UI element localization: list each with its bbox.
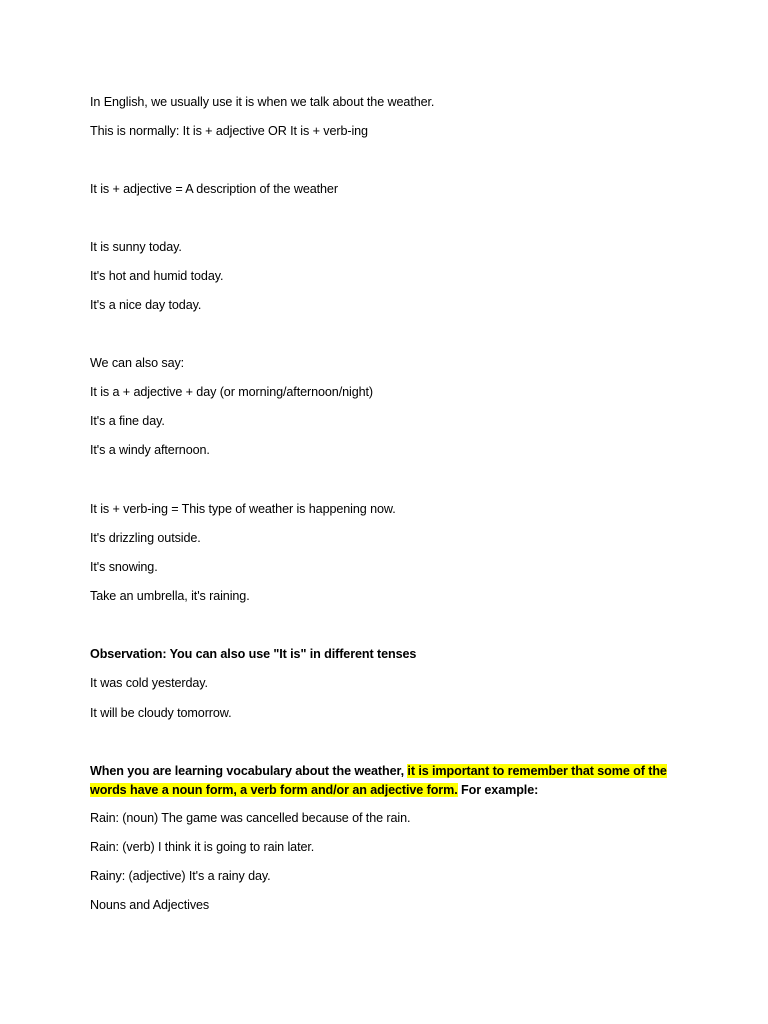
- highlighted-text: words have a noun form, a verb form and/or an adjective form.: [90, 783, 458, 797]
- vocabulary-example: Rainy: (adjective) It's a rainy day.: [90, 869, 271, 883]
- also-say-example: It's a windy afternoon.: [90, 443, 210, 457]
- adjective-heading: It is + adjective = A description of the weather: [90, 182, 338, 196]
- observation-heading: Observation: You can also use "It is" in different tenses: [90, 647, 417, 661]
- vocabulary-example: Rain: (noun) The game was cancelled because of the rain.: [90, 811, 411, 825]
- vocabulary-intro-text: When you are learning vocabulary about the weather,: [90, 764, 408, 778]
- adjective-example: It's hot and humid today.: [90, 269, 224, 283]
- observation-example: It was cold yesterday.: [90, 676, 208, 690]
- also-say-heading: We can also say:: [90, 356, 185, 370]
- intro-line-2: This is normally: It is + adjective OR It is + verb-ing: [90, 124, 368, 138]
- verb-ing-example: Take an umbrella, it's raining.: [90, 589, 250, 603]
- verb-ing-example: It's drizzling outside.: [90, 531, 201, 545]
- verb-ing-heading: It is + verb-ing = This type of weather is happening now.: [90, 502, 396, 516]
- observation-example: It will be cloudy tomorrow.: [90, 706, 232, 720]
- intro-line-1: In English, we usually use it is when we talk about the weather.: [90, 95, 435, 109]
- vocabulary-example: Rain: (verb) I think it is going to rain later.: [90, 840, 315, 854]
- nouns-adjectives-line: Nouns and Adjectives: [90, 898, 210, 912]
- for-example-text: For example:: [457, 783, 539, 797]
- adjective-example: It is sunny today.: [90, 240, 182, 254]
- highlighted-text: it is important to remember that some of the: [407, 764, 667, 778]
- adjective-example: It's a nice day today.: [90, 298, 202, 312]
- verb-ing-example: It's snowing.: [90, 560, 158, 574]
- vocabulary-paragraph: [90, 762, 680, 800]
- also-say-pattern: It is a + adjective + day (or morning/afternoon/night): [90, 385, 374, 399]
- also-say-example: It's a fine day.: [90, 414, 165, 428]
